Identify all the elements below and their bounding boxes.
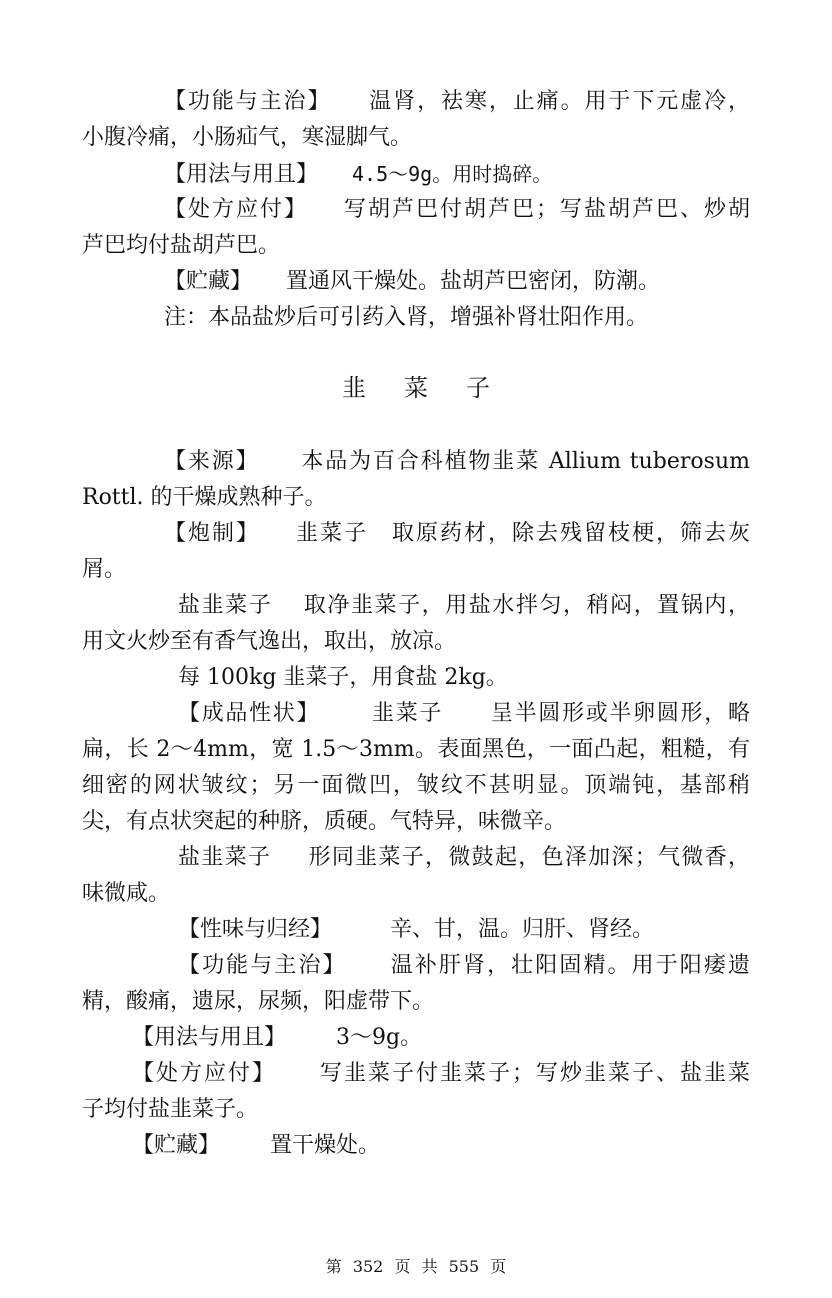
prop-line-4: 尖，有点状突起的种脐，质硬。气特异，味微辛。: [82, 809, 567, 834]
prop-text-1: 呈半圆形或半卵圆形，略: [489, 701, 750, 726]
prop-line-2: 扁，长 2～4mm，宽 1.5～3mm。表面黑色，一面凸起，粗糙，有: [82, 737, 750, 762]
taste-line: [178, 912, 832, 948]
salt-line-2: 用文火炒至有香气逸出，取出，放凉。: [82, 629, 457, 654]
func-line-2: 小腹冷痛，小肠疝气，寒湿脚气。: [82, 125, 413, 150]
salt-text-1: 取净韭菜子，用盐水拌匀，稍闷，置锅内，: [302, 593, 750, 618]
rx2-text-1: 写韭菜子付韭菜子；写炒韭菜子、盐韭菜: [318, 1061, 750, 1086]
func2-tag: 【功能与主治】: [178, 953, 347, 978]
salt2-line-1: [178, 840, 750, 876]
note-line: 注：本品盐炒后可引药入肾，增强补肾壮阳作用。: [164, 305, 649, 330]
proc-tag: 【炮制】: [164, 521, 260, 546]
func2-text-1: 温补肝肾，壮阳固精。用于阳痿遗: [388, 953, 750, 978]
usage-text: 4.5～9g。用时捣碎。: [352, 162, 553, 186]
source-text-1: 本品为百合科植物韭菜 Allium tuberosum: [299, 449, 750, 474]
prop-line-3: 细密的网状皱纹；另一面微凹，皱纹不甚明显。顶端钝，基部稍: [82, 773, 750, 798]
ratio-line: 每 100kg 韭菜子，用食盐 2kg。: [178, 665, 508, 690]
monograph-title: 韭菜子: [342, 374, 528, 402]
prop-line-1: [178, 696, 750, 732]
func-text-1: 温肾，祛寒，止痛。用于下元虚冷，: [367, 89, 750, 114]
prop-tag: 【成品性状】: [178, 701, 321, 726]
func2-line-2: 精，酸痛，遗尿，尿频，阳虚带下。: [82, 989, 435, 1014]
prop-name: 韭菜子: [370, 701, 444, 726]
taste-text: 辛、甘，温。归肝、肾经。: [390, 917, 655, 942]
salt2-text-1: 形同韭菜子，微鼓起，色泽加深；气微香，: [307, 845, 750, 870]
usage-tag: 【用法与用且】: [164, 162, 319, 187]
page-footer: 第 352 页 共 555 页: [325, 1257, 507, 1276]
rx2-tag: 【处方应付】: [132, 1061, 276, 1086]
rx-line-1: [164, 192, 750, 228]
usage2-tag: 【用法与用且】: [132, 1025, 287, 1050]
proc-line-2: 屑。: [82, 557, 127, 582]
store2-text: 置干燥处。: [270, 1133, 381, 1158]
salt2-line-2: 味微咸。: [82, 881, 171, 906]
rx2-line-1: [132, 1056, 750, 1092]
usage2-line: [132, 1020, 800, 1056]
rx2-line-2: 子均付盐韭菜子。: [82, 1097, 259, 1122]
source-tag: 【来源】: [164, 449, 260, 474]
func-line-1: [164, 84, 750, 120]
taste-tag: 【性味与归经】: [178, 917, 333, 942]
source-line-2: Rottl. 的干燥成熟种子。: [82, 485, 327, 510]
rx-line-2: 芦巴均付盐胡芦巴。: [82, 233, 281, 258]
salt-line-1: [178, 588, 750, 624]
store-text: 置通风干燥处。盐胡芦巴密闭，防潮。: [286, 269, 661, 294]
usage2-text: 3～9g。: [336, 1025, 423, 1050]
store-line: [164, 264, 832, 300]
store2-line: [132, 1128, 800, 1164]
usage-line: [164, 156, 832, 193]
source-line-1: [164, 444, 750, 480]
proc-text-1: 韭菜子 取原药材，除去残留枝梗，筛去灰: [294, 521, 750, 546]
rx-tag: 【处方应付】: [164, 197, 308, 222]
func2-line-1: [178, 948, 750, 984]
store-tag: 【贮藏】: [164, 269, 253, 294]
salt2-name: 盐韭菜子: [178, 845, 272, 870]
rx-text-1: 写胡芦巴付胡芦巴；写盐胡芦巴、炒胡: [342, 197, 750, 222]
proc-line-1: [164, 516, 750, 552]
func-tag: 【功能与主治】: [164, 89, 332, 114]
store2-tag: 【贮藏】: [132, 1133, 221, 1158]
salt-name: 盐韭菜子: [178, 593, 273, 618]
